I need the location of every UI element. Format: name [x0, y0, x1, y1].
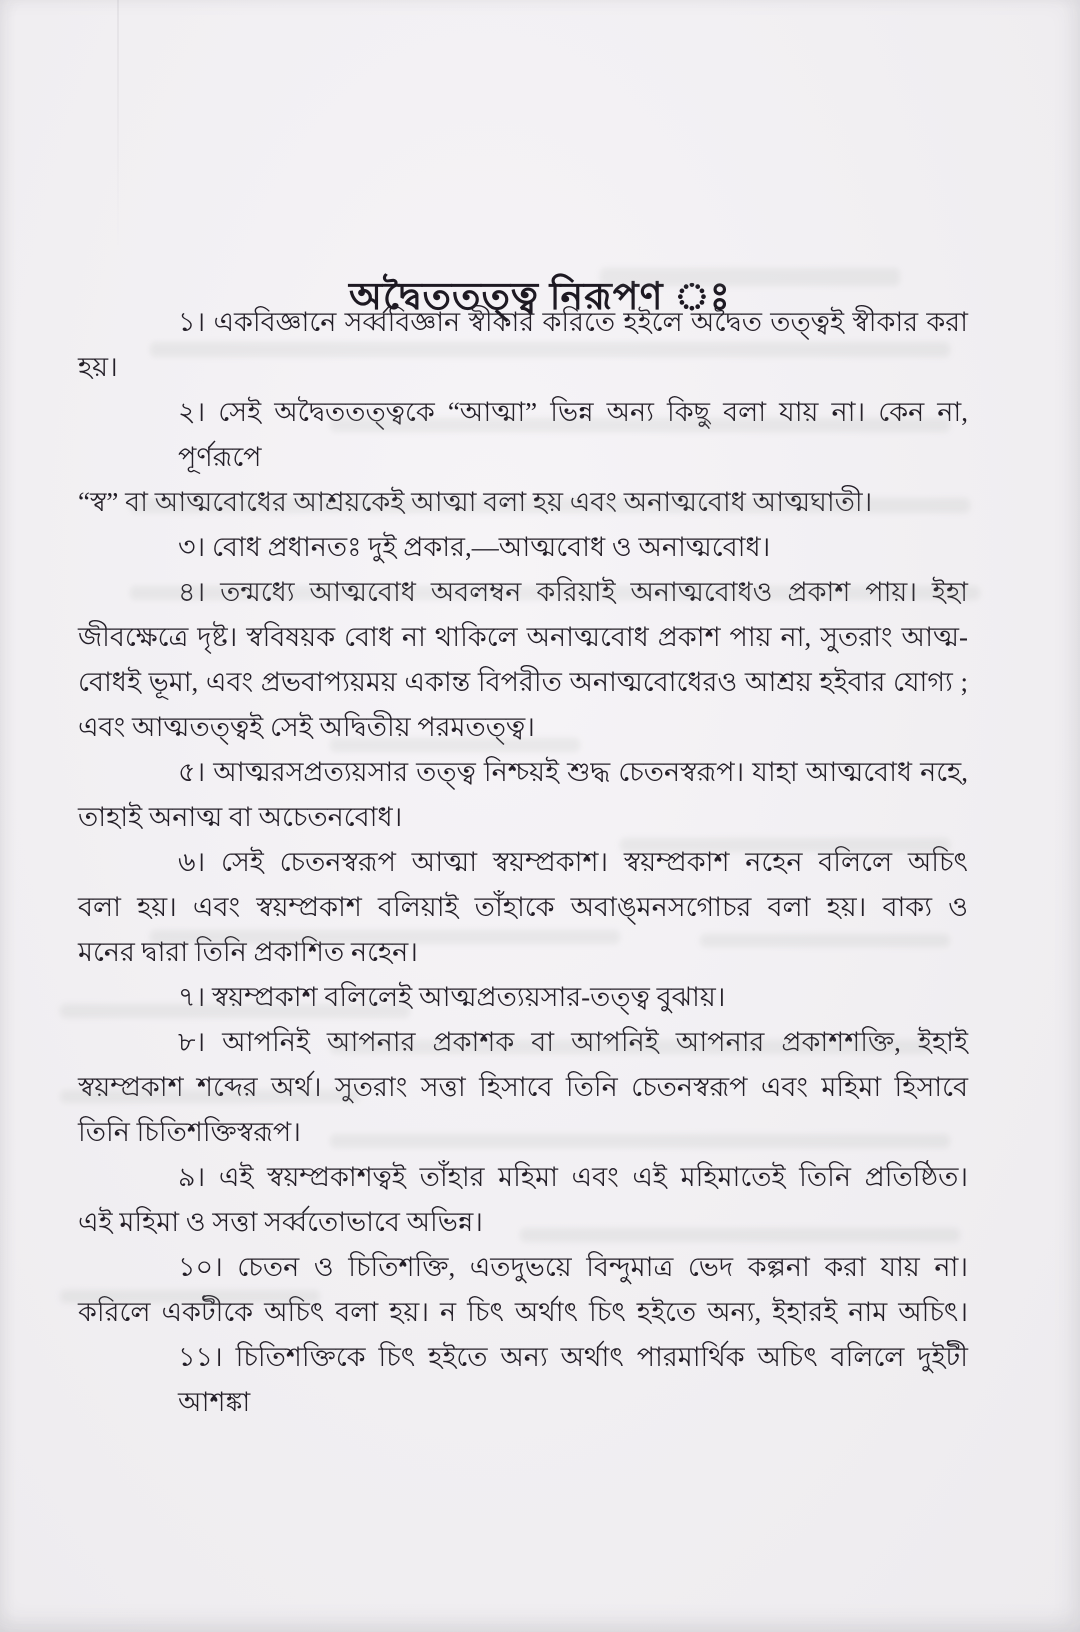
text-line: তাহাই অনাত্ম বা অচেতনবোধ।: [78, 802, 403, 832]
paragraph: [78, 975, 968, 1020]
text-line: করিলে একটীকে অচিৎ বলা হয়। ন চিৎ অর্থাৎ চিৎ হইতে অন্য, ইহারই নাম অচিৎ।: [78, 1297, 968, 1327]
paragraph: [78, 570, 968, 750]
paragraph: [78, 1335, 968, 1425]
text-line: ৬। সেই চেতনস্বরূপ আত্মা স্বয়ম্প্রকাশ। স্বয়ম্প্রকাশ নহেন বলিলে অচিৎ: [178, 847, 968, 877]
text-line: এবং আত্মতত্ত্বই সেই অদ্বিতীয় পরমতত্ত্ব।: [78, 712, 535, 742]
text-line: ২। সেই অদ্বৈততত্ত্বকে “আত্মা” ভিন্ন অন্য কিছু বলা যায় না। কেন না, পূর্ণরূপে: [178, 397, 968, 472]
text-line: তিনি চিতিশক্তিস্বরূপ।: [78, 1117, 301, 1147]
text-line: হয়।: [78, 352, 118, 382]
paragraph: [78, 300, 968, 390]
text-line: ১। একবিজ্ঞানে সর্ব্ববিজ্ঞান স্বীকার করিতে হইলে অদ্বৈত তত্ত্বই স্বীকার করা: [178, 307, 968, 337]
text-line: ৩। বোধ প্রধানতঃ দুই প্রকার,—আত্মবোধ ও অনাত্মবোধ।: [178, 532, 771, 562]
text-line: ৯। এই স্বয়ম্প্রকাশত্বই তাঁহার মহিমা এবং এই মহিমাতেই তিনি প্রতিষ্ঠিত।: [178, 1162, 968, 1192]
paragraph: [78, 1155, 968, 1245]
text-line: এই মহিমা ও সত্তা সর্ব্বতোভাবে অভিন্ন।: [78, 1207, 483, 1237]
paper-crease: [117, 0, 119, 250]
text-line: ৫। আত্মরসপ্রত্যয়সার তত্ত্ব নিশ্চয়ই শুদ্ধ চেতনস্বরূপ। যাহা আত্মবোধ নহে,: [178, 757, 968, 787]
text-line: বোধই ভূমা, এবং প্রভবাপ্যয়ময় একান্ত বিপরীত অনাত্মবোধেরও আশ্রয় হইবার যোগ্য ;: [78, 667, 968, 697]
paragraph: [78, 840, 968, 975]
text-line: মনের দ্বারা তিনি প্রকাশিত নহেন।: [78, 937, 418, 967]
text-line: স্বয়ম্প্রকাশ শব্দের অর্থ। সুতরাং সত্তা হিসাবে তিনি চেতনস্বরূপ এবং মহিমা হিসাবে: [78, 1072, 968, 1102]
text-line: ৪। তন্মধ্যে আত্মবোধ অবলম্বন করিয়াই অনাত্মবোধও প্রকাশ পায়। ইহা: [178, 577, 968, 607]
paragraph: [78, 1020, 968, 1155]
text-line: জীবক্ষেত্রে দৃষ্ট। স্ববিষয়ক বোধ না থাকিলে অনাত্মবোধ প্রকাশ পায় না, সুতরাং আত্ম-: [78, 622, 968, 652]
text-line: ১০। চেতন ও চিতিশক্তি, এতদুভয়ে বিন্দুমাত্র ভেদ কল্পনা করা যায় না।: [178, 1252, 968, 1282]
page-title: অদ্বৈততত্ত্ব নিরূপণ ঃ: [349, 276, 731, 319]
text-line: ১১। চিতিশক্তিকে চিৎ হইতে অন্য অর্থাৎ পারমার্থিক অচিৎ বলিলে দুইটী আশঙ্কা: [178, 1342, 968, 1417]
paragraph: [78, 1245, 968, 1335]
text-line: ৮। আপনিই আপনার প্রকাশক বা আপনিই আপনার প্রকাশশক্তি, ইহাই: [178, 1027, 968, 1057]
text-line: ৭। স্বয়ম্প্রকাশ বলিলেই আত্মপ্রত্যয়সার-তত্ত্ব বুঝায়।: [178, 982, 726, 1012]
paragraph: [78, 525, 968, 570]
paragraph: [78, 750, 968, 840]
body-text-block: [78, 300, 968, 1425]
paragraph: [78, 390, 968, 525]
text-line: বলা হয়। এবং স্বয়ম্প্রকাশ বলিয়াই তাঁহাকে অবাঙ্‌মনসগোচর বলা হয়। বাক্য ও: [78, 892, 968, 922]
text-line: “স্ব” বা আত্মবোধের আশ্রয়কেই আত্মা বলা হয় এবং অনাত্মবোধ আত্মঘাতী।: [78, 487, 873, 517]
